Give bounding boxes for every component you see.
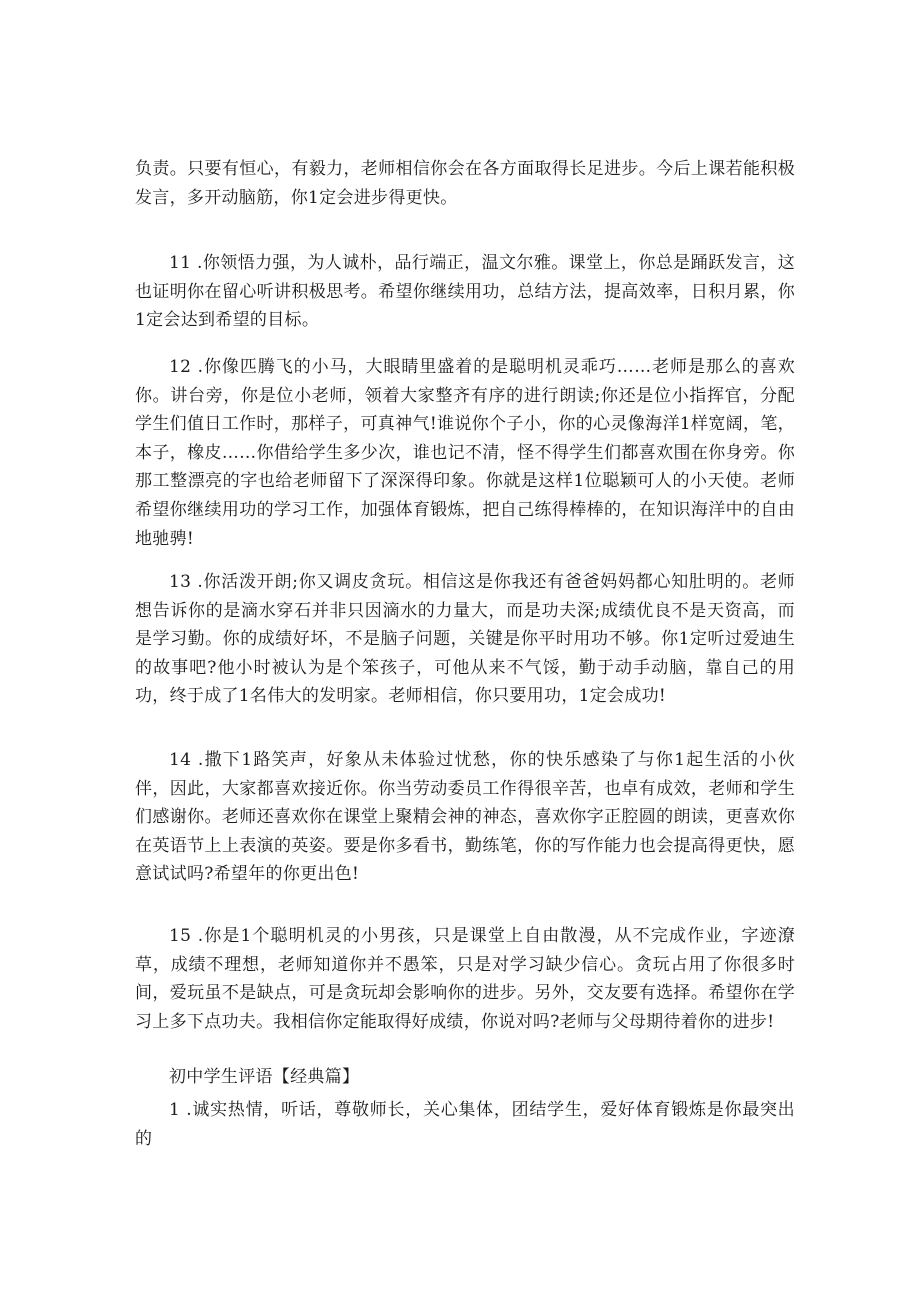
paragraph-12: 12 .你像匹腾飞的小马，大眼睛里盛着的是聪明机灵乖巧……老师是那么的喜欢你。讲台旁，你是位小老师，领着大家整齐有序的进行朗读;你还是位小指挥官，分配学生们值日工作时，那样子，可真神气!谁说你个子小，你的心灵像海洋1样宽阔，笔，本子，橡皮……你借给学生多少次，谁也记不清，怪不得学生们都喜欢围在你身旁。你那工整漂亮的字也给老师留下了深深得印象。你就是这样1位聪颖可人的小天使。老师希望你继续用功的学习工作，加强体育锻炼，把自己练得棒棒的，在知识海洋中的自由地驰骋! — [135, 357, 795, 549]
section-heading: 初中学生评语【经典篇】 — [169, 1067, 360, 1087]
paragraph-15: 15 .你是1个聪明机灵的小男孩，只是课堂上自由散漫，从不完成作业，字迹潦草，成绩不理想，老师知道你并不愚笨，只是对学习缺少信心。贪玩占用了你很多时间，爱玩虽不是缺点，可是贪玩却会影响你的进步。另外，交友要有选择。希望你在学习上多下点功夫。我相信你定能取得好成绩，你说对吗?老师与父母期待着你的进步! — [135, 926, 795, 1032]
paragraph-13: 13 .你活泼开朗;你又调皮贪玩。相信这是你我还有爸爸妈妈都心知肚明的。老师想告诉你的是滴水穿石并非只因滴水的力量大，而是功夫深;成绩优良不是天资高，而是学习勤。你的成绩好坏，不是脑子问题，关键是你平时用功不够。你1定听过爱迪生的故事吧?他小时被认为是个笨孩子，可他从来不气馁，勤于动手动脑，靠自己的用功，终于成了1名伟大的发明家。老师相信，你只要用功，1定会成功! — [135, 572, 795, 707]
paragraph-11: 11 .你领悟力强，为人诚朴，品行端正，温文尔雅。课堂上，你总是踊跃发言，这也证明你在留心听讲积极思考。希望你继续用功，总结方法，提高效率，日积月累，你1定会达到希望的目标。 — [135, 253, 795, 331]
paragraph-14: 14 .撒下1路笑声，好象从未体验过忧愁，你的快乐感染了与你1起生活的小伙伴，因此，大家都喜欢接近你。你当劳动委员工作得很辛苦，也卓有成效，老师和学生们感谢你。老师还喜欢你在课堂上聚精会神的神态，喜欢你字正腔圆的朗读，更喜欢你在英语节上上表演的英姿。要是你多看书，勤练笔，你的写作能力也会提高得更快，愿意试试吗?希望年的你更出色! — [135, 750, 795, 885]
paragraph-continuation: 负责。只要有恒心，有毅力，老师相信你会在各方面取得长足进步。今后上课若能积极发言，多开动脑筋，你1定会进步得更快。 — [135, 159, 795, 208]
paragraph-1: 1 .诚实热情，听话，尊敬师长，关心集体，团结学生，爱好体育锻炼是你最突出的 — [135, 1100, 795, 1149]
